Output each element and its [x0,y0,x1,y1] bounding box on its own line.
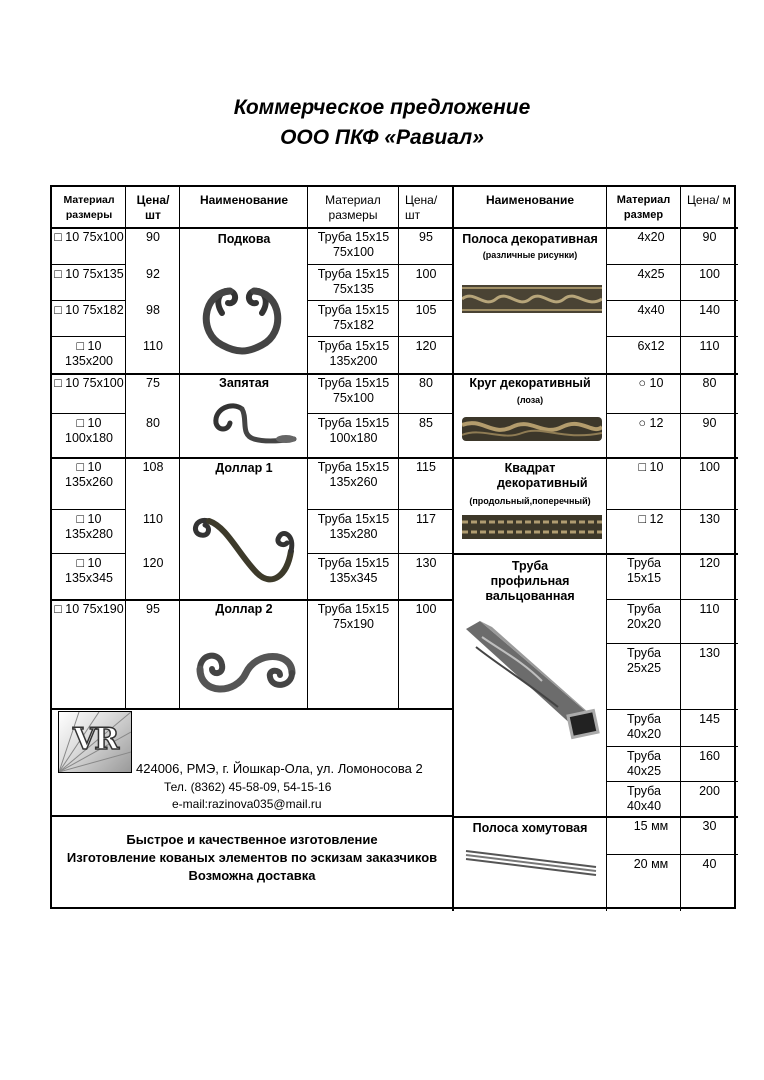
decorative-strip-image [462,281,602,317]
pipe-material-size-cell: Труба 15х15 75х190 [317,602,390,631]
price-per-meter-cell: 100 [699,460,720,474]
material-size-cell: ○ 12 [638,416,664,430]
material-size-cell: ○ 10 [638,376,664,390]
material-size-cell: □ 10 100х180 [65,416,113,445]
title-line-2: ООО ПКФ «Равиал» [280,126,484,149]
header-name-right: Наименование [485,193,575,207]
product-name-dollar-2: Доллар 2 [215,602,273,616]
header-name: Наименование [199,193,289,207]
material-size-cell: □ 10 75х135 [54,267,124,281]
pipe-material-size-cell: Труба 15х15 135х345 [317,556,390,585]
material-size-cell: Труба 40х40 [626,784,662,813]
price-per-meter-cell: 160 [699,749,720,763]
pipe-price-cell: 105 [415,303,437,317]
title-line-1: Коммерческое предложение [233,96,531,119]
footer-line-1: Быстрое и качественное изготовление [126,832,378,847]
dollar-scroll-image [187,507,307,597]
price-cell: 92 [146,267,160,281]
price-per-meter-cell: 110 [699,339,720,353]
decorative-square-bar-image [462,513,602,541]
price-per-meter-cell: 130 [699,512,720,526]
pipe-material-size-cell: Труба 15х15 75х135 [317,267,390,296]
pipe-price-cell: 100 [415,267,437,281]
double-scroll-image [186,639,306,701]
pipe-price-cell: 117 [416,512,436,526]
price-per-meter-cell: 30 [702,819,717,833]
pipe-price-cell: 130 [415,556,437,570]
price-per-meter-cell: 90 [702,230,717,244]
price-table [50,185,736,909]
pipe-price-cell: 85 [419,416,433,430]
profile-pipe-image [462,617,602,747]
product-name-khomut: Полоса хомутовая [472,821,588,835]
material-size-cell: Труба 40х20 [626,712,662,741]
product-name-zapyataya: Запятая [219,376,269,390]
price-cell: 90 [146,230,160,244]
pipe-price-cell: 100 [415,602,437,616]
header-price-right: Цена/ м [687,193,731,207]
pipe-price-cell: 95 [419,230,433,244]
price-per-meter-cell: 200 [699,784,720,798]
pipe-material-size-cell: Труба 15х15 75х182 [317,303,390,332]
price-per-meter-cell: 130 [699,646,720,660]
header-price: Цена/ шт [136,193,170,222]
material-size-cell: Труба 15х15 [626,556,662,585]
price-cell: 110 [143,339,163,353]
header-price-2: Цена/ шт [405,193,438,222]
header-material: Материал размеры [63,194,115,221]
product-name-truba: Труба профильная вальцованная [485,559,575,603]
horseshoe-scroll-image [192,253,292,363]
material-size-cell: 4х40 [637,303,665,317]
material-size-cell: □ 10 135х345 [65,556,113,585]
material-size-cell: □ 10 135х280 [65,512,113,541]
price-cell: 98 [146,303,160,317]
contact-phone: Тел. (8362) 45-58-09, 54-15-16 [164,780,332,794]
material-size-cell: Труба 20х20 [626,602,662,631]
clamp-strip-image [462,843,602,883]
footer-line-2: Изготовление кованых элементов по эскизам заказчиков [66,850,438,865]
material-size-cell: 4х25 [637,267,665,281]
price-cell: 95 [146,602,160,616]
pipe-material-size-cell: Труба 15х15 135х260 [317,460,390,489]
logo-text: VR [73,722,118,757]
product-name-dollar-1: Доллар 1 [215,461,273,475]
material-size-cell: 15 мм [633,819,669,833]
material-size-cell: Труба 25х25 [626,646,662,675]
comma-scroll-image [202,391,302,451]
product-note-polosa: (различные рисунки) [482,250,578,260]
company-logo [58,711,132,773]
contact-email[interactable]: e-mail:razinova035@mail.ru [172,797,322,811]
decorative-round-bar-image [462,413,602,445]
pipe-material-size-cell: Труба 15х15 135х200 [317,339,390,368]
material-size-cell: □ 10 75х100 [54,376,124,390]
product-name-krug: Круг декоративный [469,376,591,390]
header-material-right: Материал размер [616,194,671,221]
material-size-cell: 20 мм [633,857,669,871]
pipe-price-cell: 120 [415,339,437,353]
price-per-meter-cell: 140 [699,303,720,317]
price-per-meter-cell: 120 [699,556,720,570]
pipe-material-size-cell: Труба 15х15 135х280 [317,512,390,541]
contact-address: 424006, РМЭ, г. Йошкар-Ола, ул. Ломоносова 2 [136,761,423,776]
pipe-material-size-cell: Труба 15х15 75х100 [317,376,390,405]
material-size-cell: □ 10 135х260 [65,460,113,489]
material-size-cell: 4х20 [637,230,665,244]
material-size-cell: Труба 40х25 [626,749,662,778]
price-cell: 75 [146,376,160,390]
price-per-meter-cell: 90 [702,416,717,430]
material-size-cell: □ 10 135х200 [65,339,113,368]
footer-line-3: Возможна доставка [188,868,316,883]
pipe-price-cell: 80 [419,376,433,390]
material-size-cell: □ 10 75х100 [54,230,124,244]
product-name-kvadrat: Квадрат декоративный [497,461,588,490]
pipe-price-cell: 115 [416,460,436,474]
price-cell: 120 [142,556,164,570]
material-size-cell: □ 10 75х190 [54,602,124,616]
price-cell: 80 [146,416,160,430]
price-per-meter-cell: 40 [702,857,717,871]
material-size-cell: □ 12 [638,512,664,526]
product-note-krug: (лоза) [516,395,544,405]
material-size-cell: □ 10 [638,460,664,474]
price-cell: 110 [143,512,163,526]
price-per-meter-cell: 145 [699,712,720,726]
product-name-podkova: Подкова [217,232,271,246]
price-per-meter-cell: 110 [699,602,720,616]
pipe-material-size-cell: Труба 15х15 75х100 [317,230,390,259]
price-cell: 108 [142,460,164,474]
product-note-kvadrat: (продольный,поперечный) [469,496,591,506]
price-per-meter-cell: 80 [702,376,717,390]
product-name-polosa: Полоса декоративная [462,232,598,246]
material-size-cell: □ 10 75х182 [54,303,124,317]
material-size-cell: 6х12 [637,339,665,353]
pipe-material-size-cell: Труба 15х15 100х180 [317,416,390,445]
price-per-meter-cell: 100 [699,267,720,281]
header-material-2: Материал размеры [325,193,381,222]
